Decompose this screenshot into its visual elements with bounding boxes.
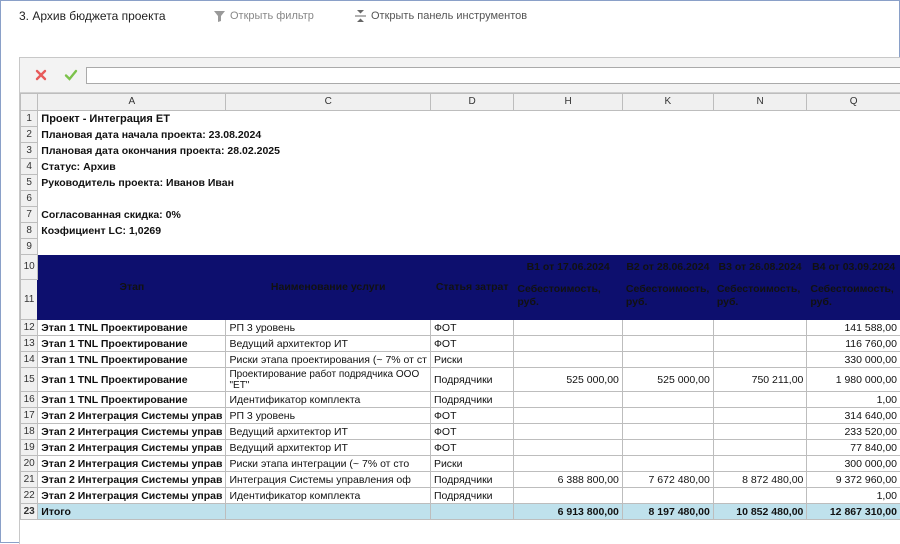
value-k-cell[interactable] — [622, 488, 713, 504]
value-k-cell[interactable] — [622, 320, 713, 336]
value-q-cell[interactable]: 300 000,00 — [807, 456, 900, 472]
row-number[interactable]: 1 — [21, 111, 38, 127]
value-n-cell[interactable] — [713, 488, 807, 504]
value-h-cell[interactable] — [514, 392, 623, 408]
service-cell[interactable]: Риски этапа проектирования (~ 7% от ст — [226, 352, 430, 368]
select-all-corner[interactable] — [21, 94, 38, 111]
lc-coefficient[interactable]: Коэфициент LC: 1,0269 — [38, 223, 431, 239]
column-header[interactable]: H — [514, 94, 623, 111]
header-service[interactable]: Наименование услуги — [226, 255, 430, 320]
value-k-cell[interactable] — [622, 392, 713, 408]
confirm-icon[interactable] — [64, 68, 78, 82]
row-number[interactable]: 18 — [21, 424, 38, 440]
row-number[interactable]: 4 — [21, 159, 38, 175]
header-version[interactable]: В1 от 17.06.2024 — [514, 255, 623, 280]
table-row — [21, 368, 900, 392]
row-number[interactable]: 14 — [21, 352, 38, 368]
value-h-cell[interactable] — [514, 488, 623, 504]
value-h-cell[interactable] — [514, 352, 623, 368]
value-n-cell[interactable] — [713, 456, 807, 472]
row-number[interactable]: 17 — [21, 408, 38, 424]
value-q-cell[interactable]: 1,00 — [807, 392, 900, 408]
value-n-cell[interactable] — [713, 320, 807, 336]
value-q-cell[interactable]: 9 372 960,00 — [807, 472, 900, 488]
value-q-cell[interactable]: 1 980 000,00 — [807, 368, 900, 392]
value-q-cell[interactable]: 314 640,00 — [807, 408, 900, 424]
table-row — [21, 456, 900, 472]
cost-item-cell[interactable]: ФОТ — [430, 408, 513, 424]
sheet-row — [21, 191, 900, 207]
total-q[interactable]: 12 867 310,00 — [807, 504, 900, 520]
sheet-row — [21, 143, 900, 159]
formula-bar — [20, 58, 900, 93]
value-k-cell[interactable] — [622, 408, 713, 424]
column-header[interactable]: A — [38, 94, 226, 111]
cost-item-cell[interactable]: Подрядчики — [430, 488, 513, 504]
row-number[interactable]: 10 — [21, 255, 38, 280]
value-n-cell[interactable] — [713, 408, 807, 424]
table-row — [21, 424, 900, 440]
row-number[interactable]: 2 — [21, 127, 38, 143]
service-cell[interactable]: Ведущий архитектор ИТ — [226, 336, 430, 352]
value-h-cell[interactable]: 6 388 800,00 — [514, 472, 623, 488]
spreadsheet — [19, 57, 900, 544]
stage-cell[interactable]: Этап 2 Интеграция Системы управ — [38, 456, 226, 472]
column-header-row — [21, 94, 900, 111]
value-n-cell[interactable] — [713, 352, 807, 368]
table-row — [21, 392, 900, 408]
value-k-cell[interactable]: 7 672 480,00 — [622, 472, 713, 488]
row-number[interactable]: 8 — [21, 223, 38, 239]
value-q-cell[interactable]: 233 520,00 — [807, 424, 900, 440]
cost-item-cell[interactable]: Риски — [430, 456, 513, 472]
column-header[interactable]: K — [622, 94, 713, 111]
cost-item-cell[interactable]: ФОТ — [430, 336, 513, 352]
project-manager[interactable]: Руководитель проекта: Иванов Иван — [38, 175, 431, 191]
value-k-cell[interactable] — [622, 352, 713, 368]
service-cell[interactable]: Ведущий архитектор ИТ — [226, 424, 430, 440]
stage-cell[interactable]: Этап 2 Интеграция Системы управ — [38, 472, 226, 488]
service-cell[interactable]: Интеграция Системы управления оф — [226, 472, 430, 488]
formula-input[interactable] — [86, 67, 900, 84]
total-label[interactable]: Итого — [38, 504, 226, 520]
value-q-cell[interactable]: 1,00 — [807, 488, 900, 504]
column-header[interactable]: N — [713, 94, 807, 111]
page-title: 3. Архив бюджета проекта — [19, 9, 166, 23]
value-n-cell[interactable] — [713, 424, 807, 440]
header-stage[interactable]: Этап — [38, 255, 226, 320]
stage-cell[interactable]: Этап 1 TNL Проектирование — [38, 336, 226, 352]
service-cell[interactable]: Идентификатор комплекта — [226, 392, 430, 408]
value-q-cell[interactable]: 116 760,00 — [807, 336, 900, 352]
stage-cell[interactable]: Этап 1 TNL Проектирование — [38, 352, 226, 368]
project-name[interactable]: Проект - Интеграция ЕТ — [38, 111, 431, 127]
open-toolbar-label: Открыть панель инструментов — [371, 10, 527, 22]
stage-cell[interactable]: Этап 1 TNL Проектирование — [38, 368, 226, 392]
service-cell[interactable]: Идентификатор комплекта — [226, 488, 430, 504]
header-cost-item[interactable]: Статья затрат — [430, 255, 513, 320]
row-number[interactable]: 19 — [21, 440, 38, 456]
column-header[interactable]: C — [226, 94, 430, 111]
value-h-cell[interactable] — [514, 440, 623, 456]
open-filter-button[interactable] — [214, 10, 314, 22]
table-row — [21, 352, 900, 368]
cost-item-cell[interactable]: Риски — [430, 352, 513, 368]
value-k-cell[interactable]: 525 000,00 — [622, 368, 713, 392]
row-number[interactable]: 20 — [21, 456, 38, 472]
row-number[interactable]: 9 — [21, 239, 38, 255]
data-rows — [21, 320, 900, 504]
total-h[interactable]: 6 913 800,00 — [514, 504, 623, 520]
service-cell[interactable]: Проектирование работ подрядчика ООО "ЕТ" — [226, 368, 430, 392]
discount[interactable]: Согласованная скидка: 0% — [38, 207, 431, 223]
value-n-cell[interactable]: 8 872 480,00 — [713, 472, 807, 488]
value-n-cell[interactable] — [713, 392, 807, 408]
cost-item-cell[interactable]: Подрядчики — [430, 472, 513, 488]
sheet-row — [21, 127, 900, 143]
table-row — [21, 488, 900, 504]
row-number[interactable]: 22 — [21, 488, 38, 504]
top-toolbar — [1, 1, 899, 33]
total-k[interactable]: 8 197 480,00 — [622, 504, 713, 520]
value-h-cell[interactable]: 525 000,00 — [514, 368, 623, 392]
value-n-cell[interactable]: 750 211,00 — [713, 368, 807, 392]
row-number[interactable]: 7 — [21, 207, 38, 223]
cancel-icon[interactable] — [34, 68, 48, 82]
sheet-grid — [20, 93, 900, 520]
service-cell[interactable]: РП 3 уровень — [226, 408, 430, 424]
open-filter-label: Открыть фильтр — [230, 10, 314, 22]
row-number[interactable]: 12 — [21, 320, 38, 336]
value-h-cell[interactable] — [514, 408, 623, 424]
start-date[interactable]: Плановая дата начала проекта: 23.08.2024 — [38, 127, 431, 143]
header-cost[interactable]: Себестоимость, руб. — [514, 280, 623, 320]
cost-item-cell[interactable]: Подрядчики — [430, 368, 513, 392]
value-k-cell[interactable] — [622, 440, 713, 456]
value-h-cell[interactable] — [514, 336, 623, 352]
open-toolbar-button[interactable] — [355, 10, 527, 22]
row-number[interactable]: 23 — [21, 504, 38, 520]
value-q-cell[interactable]: 330 000,00 — [807, 352, 900, 368]
row-number[interactable]: 5 — [21, 175, 38, 191]
table-row — [21, 336, 900, 352]
expand-vertical-icon — [355, 10, 366, 22]
value-k-cell[interactable] — [622, 456, 713, 472]
table-header-row — [21, 255, 900, 280]
stage-cell[interactable]: Этап 1 TNL Проектирование — [38, 320, 226, 336]
table-row — [21, 320, 900, 336]
service-cell[interactable]: Ведущий архитектор ИТ — [226, 440, 430, 456]
value-h-cell[interactable] — [514, 424, 623, 440]
cost-item-cell[interactable]: ФОТ — [430, 440, 513, 456]
sheet-row — [21, 223, 900, 239]
value-h-cell[interactable] — [514, 456, 623, 472]
row-number[interactable]: 6 — [21, 191, 38, 207]
sheet-row — [21, 111, 900, 127]
cost-item-cell[interactable]: ФОТ — [430, 320, 513, 336]
cost-item-cell[interactable]: ФОТ — [430, 424, 513, 440]
stage-cell[interactable]: Этап 2 Интеграция Системы управ — [38, 440, 226, 456]
sheet-row — [21, 175, 900, 191]
value-n-cell[interactable] — [713, 440, 807, 456]
header-version[interactable]: В2 от 28.06.2024 — [622, 255, 713, 280]
status[interactable]: Статус: Архив — [38, 159, 431, 175]
value-k-cell[interactable] — [622, 424, 713, 440]
sheet-row — [21, 239, 900, 255]
service-cell[interactable]: Риски этапа интеграции (~ 7% от сто — [226, 456, 430, 472]
sheet-row — [21, 159, 900, 175]
value-k-cell[interactable] — [622, 336, 713, 352]
table-row — [21, 440, 900, 456]
stage-cell[interactable]: Этап 2 Интеграция Системы управ — [38, 488, 226, 504]
header-cost[interactable]: Себестоимость, руб. — [622, 280, 713, 320]
total-n[interactable]: 10 852 480,00 — [713, 504, 807, 520]
total-row — [21, 504, 900, 520]
cost-item-cell[interactable]: Подрядчики — [430, 392, 513, 408]
stage-cell[interactable]: Этап 1 TNL Проектирование — [38, 392, 226, 408]
column-header[interactable]: D — [430, 94, 513, 111]
header-version[interactable]: В4 от 03.09.2024 — [807, 255, 900, 280]
value-q-cell[interactable]: 141 588,00 — [807, 320, 900, 336]
row-number[interactable]: 21 — [21, 472, 38, 488]
row-number[interactable]: 11 — [21, 280, 38, 320]
value-q-cell[interactable]: 77 840,00 — [807, 440, 900, 456]
table-row — [21, 472, 900, 488]
stage-cell[interactable]: Этап 2 Интеграция Системы управ — [38, 424, 226, 440]
header-version[interactable]: В3 от 26.08.2024 — [713, 255, 807, 280]
filter-icon — [214, 11, 225, 22]
sheet-row — [21, 207, 900, 223]
end-date[interactable]: Плановая дата окончания проекта: 28.02.2025 — [38, 143, 431, 159]
value-h-cell[interactable] — [514, 320, 623, 336]
row-number[interactable]: 13 — [21, 336, 38, 352]
header-cost[interactable]: Себестоимость, руб. — [713, 280, 807, 320]
table-row — [21, 408, 900, 424]
value-n-cell[interactable] — [713, 336, 807, 352]
stage-cell[interactable]: Этап 2 Интеграция Системы управ — [38, 408, 226, 424]
service-cell[interactable]: РП 3 уровень — [226, 320, 430, 336]
row-number[interactable]: 15 — [21, 368, 38, 392]
row-number[interactable]: 3 — [21, 143, 38, 159]
row-number[interactable]: 16 — [21, 392, 38, 408]
header-cost[interactable]: Себестоимость, руб. — [807, 280, 900, 320]
column-header[interactable]: Q — [807, 94, 900, 111]
